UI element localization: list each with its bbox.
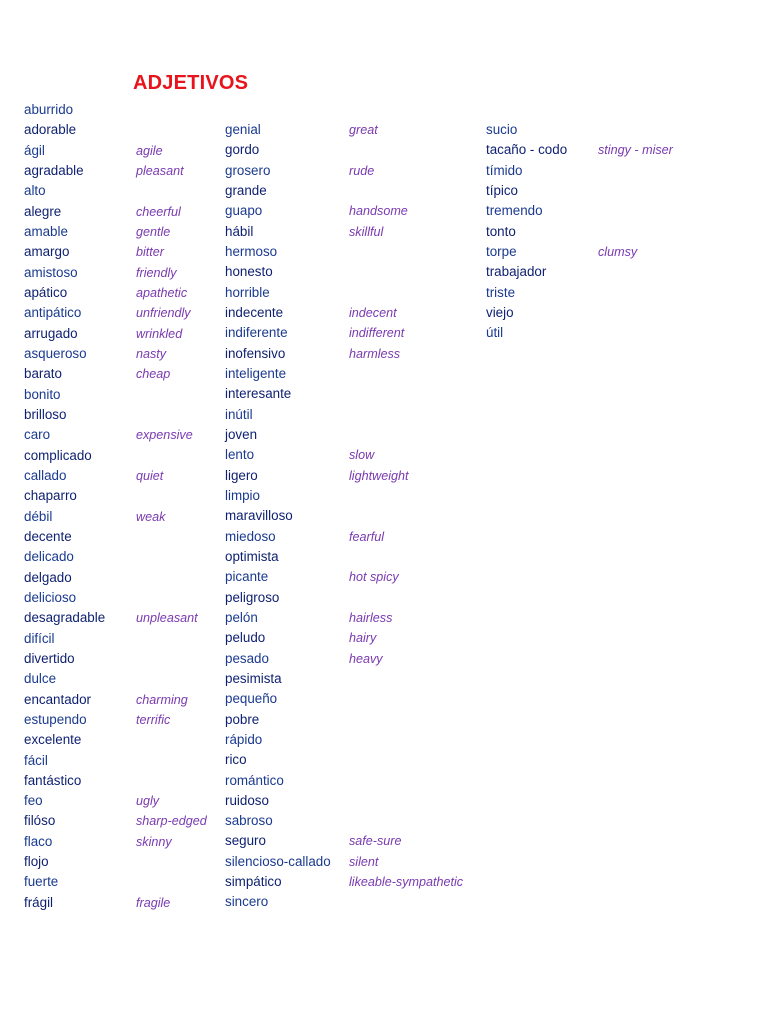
english-translation: quiet — [136, 468, 164, 483]
english-translation: hot spicy — [349, 570, 399, 585]
spanish-word: hermoso — [225, 243, 278, 259]
spanish-word: seguro — [225, 833, 266, 849]
spanish-word: triste — [486, 284, 516, 300]
english-translation: gentle — [136, 224, 171, 239]
english-column-2 — [349, 120, 463, 913]
spanish-word: estupendo — [24, 711, 87, 727]
spanish-word: adorable — [24, 122, 77, 138]
english-translation: hairy — [349, 631, 377, 646]
spanish-word: silencioso-callado — [225, 853, 331, 869]
english-translation: lightweight — [349, 468, 409, 483]
spanish-word: interesante — [225, 386, 292, 402]
english-translation — [349, 384, 463, 404]
spanish-column-1 — [24, 100, 105, 913]
english-translation: terrific — [136, 712, 171, 727]
english-translation — [136, 405, 207, 425]
english-translation — [349, 181, 463, 201]
english-translation — [598, 262, 673, 282]
english-translation — [136, 385, 207, 405]
spanish-column-3 — [486, 120, 567, 344]
english-translation — [136, 527, 207, 547]
spanish-word: pequeño — [225, 691, 278, 707]
spanish-word: brilloso — [24, 406, 67, 422]
english-translation — [598, 222, 673, 242]
english-translation — [136, 730, 207, 750]
spanish-word: apático — [24, 284, 68, 300]
english-column-1 — [136, 100, 207, 913]
english-translation — [136, 486, 207, 506]
english-translation — [349, 771, 463, 791]
english-translation: friendly — [136, 265, 177, 280]
english-translation — [349, 364, 463, 384]
english-translation: nasty — [136, 346, 167, 361]
spanish-word: tremendo — [486, 203, 543, 219]
spanish-word: fuerte — [24, 874, 59, 890]
spanish-column-2 — [225, 120, 331, 913]
english-translation — [349, 405, 463, 425]
english-translation: handsome — [349, 204, 408, 219]
english-translation: safe-sure — [349, 834, 402, 849]
english-translation: stingy - miser — [598, 143, 673, 158]
spanish-word: excelente — [24, 732, 82, 748]
english-translation: likeable-sympathetic — [349, 875, 464, 890]
english-translation: pleasant — [136, 163, 184, 178]
english-translation — [349, 262, 463, 282]
english-translation — [349, 242, 463, 262]
english-translation: fragile — [136, 895, 171, 910]
spanish-word: guapo — [225, 203, 263, 219]
spanish-word: pesado — [225, 650, 269, 666]
spanish-word: difícil — [24, 630, 55, 646]
english-translation — [598, 120, 673, 140]
spanish-word: aburrido — [24, 102, 74, 117]
english-translation: expensive — [136, 428, 193, 443]
spanish-word: romántico — [225, 772, 284, 788]
spanish-word: joven — [225, 426, 258, 442]
spanish-word: amable — [24, 223, 68, 239]
spanish-word: tacaño - codo — [486, 142, 568, 158]
english-translation: skinny — [136, 834, 172, 849]
english-translation: charming — [136, 692, 188, 707]
english-translation: heavy — [349, 651, 383, 666]
spanish-word: lento — [225, 447, 255, 463]
english-translation — [349, 811, 463, 831]
spanish-word: maravilloso — [225, 508, 293, 524]
spanish-word: pobre — [225, 711, 260, 727]
english-translation — [349, 283, 463, 303]
page-title: ADJETIVOS — [133, 72, 249, 94]
spanish-word: miedoso — [225, 528, 276, 544]
spanish-word: grande — [225, 182, 267, 198]
spanish-word: picante — [225, 569, 269, 585]
spanish-word: fácil — [24, 752, 48, 768]
english-translation: slow — [349, 448, 375, 463]
spanish-word: trabajador — [486, 264, 547, 280]
english-translation — [136, 852, 207, 872]
spanish-word: rico — [225, 752, 247, 768]
spanish-word: tonto — [486, 223, 516, 239]
english-translation: wrinkled — [136, 326, 183, 341]
spanish-word: flaco — [24, 833, 53, 849]
english-translation — [136, 669, 207, 689]
spanish-word: gordo — [225, 142, 260, 158]
english-translation — [349, 791, 463, 811]
english-translation — [598, 283, 673, 303]
spanish-word: tímido — [486, 162, 523, 178]
spanish-word: ligero — [225, 467, 258, 483]
english-translation — [349, 730, 463, 750]
spanish-word: inútil — [225, 406, 253, 422]
english-translation — [136, 872, 207, 892]
spanish-word: delicioso — [24, 589, 77, 605]
spanish-word: sincero — [225, 894, 269, 910]
english-translation — [349, 750, 463, 770]
english-translation: bitter — [136, 245, 164, 260]
english-translation — [136, 629, 207, 649]
english-translation: harmless — [349, 346, 401, 361]
english-translation — [349, 140, 463, 160]
spanish-word: filóso — [24, 813, 56, 829]
spanish-word: amistoso — [24, 264, 78, 280]
english-translation — [349, 506, 463, 526]
spanish-word: delgado — [24, 569, 72, 585]
english-translation — [349, 588, 463, 608]
spanish-word: arrugado — [24, 325, 78, 341]
spanish-word: feo — [24, 793, 43, 809]
english-translation — [349, 547, 463, 567]
english-translation — [136, 446, 207, 466]
spanish-word: callado — [24, 467, 67, 483]
english-translation: agile — [136, 143, 163, 158]
spanish-word: rápido — [225, 731, 263, 747]
spanish-word: ágil — [24, 142, 45, 158]
spanish-word: simpático — [225, 874, 282, 890]
english-translation: cheerful — [136, 204, 181, 219]
english-translation — [136, 568, 207, 588]
spanish-word: desagradable — [24, 610, 106, 626]
english-translation — [349, 710, 463, 730]
english-translation — [349, 689, 463, 709]
spanish-word: chaparro — [24, 488, 77, 504]
spanish-word: divertido — [24, 650, 75, 666]
spanish-word: frágil — [24, 894, 54, 910]
english-translation: ugly — [136, 794, 160, 809]
spanish-word: sucio — [486, 122, 518, 137]
spanish-word: torpe — [486, 243, 517, 259]
english-translation: silent — [349, 854, 379, 869]
english-translation: fearful — [349, 529, 385, 544]
spanish-word: indiferente — [225, 325, 288, 341]
spanish-word: inteligente — [225, 365, 287, 381]
english-translation: sharp-edged — [136, 814, 207, 829]
spanish-word: indecente — [225, 304, 284, 320]
spanish-word: antipático — [24, 305, 82, 321]
spanish-word: barato — [24, 366, 62, 382]
spanish-word: pesimista — [225, 670, 282, 686]
english-translation — [598, 323, 673, 343]
spanish-word: decente — [24, 528, 72, 544]
spanish-word: alegre — [24, 203, 62, 219]
english-translation: rude — [349, 163, 375, 178]
english-translation: hairless — [349, 610, 393, 625]
spanish-word: pelón — [225, 609, 258, 625]
english-translation: great — [349, 123, 378, 137]
english-translation — [136, 100, 207, 120]
spanish-word: grosero — [225, 162, 271, 178]
spanish-word: limpio — [225, 487, 260, 503]
english-translation — [598, 181, 673, 201]
spanish-word: inofensivo — [225, 345, 286, 361]
spanish-word: alto — [24, 183, 46, 199]
english-translation: cheap — [136, 367, 171, 382]
spanish-word: útil — [486, 325, 504, 341]
english-translation — [349, 486, 463, 506]
spanish-word: hábil — [225, 223, 254, 239]
english-translation — [136, 771, 207, 791]
spanish-word: optimista — [225, 548, 279, 564]
english-translation: unpleasant — [136, 611, 198, 626]
spanish-word: complicado — [24, 447, 92, 463]
spanish-word: típico — [486, 182, 519, 198]
spanish-word: peludo — [225, 630, 266, 646]
spanish-word: honesto — [225, 264, 273, 280]
spanish-word: asqueroso — [24, 345, 87, 361]
english-translation: indifferent — [349, 326, 405, 341]
spanish-word: flojo — [24, 854, 49, 870]
spanish-word: sabroso — [225, 813, 273, 829]
english-translation — [136, 751, 207, 771]
english-translation: indecent — [349, 305, 397, 320]
english-translation: skillful — [349, 224, 384, 239]
english-translation — [349, 669, 463, 689]
spanish-word: bonito — [24, 386, 61, 402]
spanish-word: genial — [225, 122, 261, 137]
english-translation — [136, 120, 207, 140]
english-translation — [136, 181, 207, 201]
spanish-word: peligroso — [225, 589, 280, 605]
english-translation — [349, 425, 463, 445]
spanish-word: delicado — [24, 549, 74, 565]
english-translation — [598, 303, 673, 323]
english-translation: apathetic — [136, 285, 188, 300]
spanish-word: amargo — [24, 244, 70, 260]
spanish-word: ruidoso — [225, 792, 269, 808]
english-translation — [349, 892, 463, 912]
english-translation: weak — [136, 509, 166, 524]
spanish-word: agradable — [24, 162, 84, 178]
spanish-word: caro — [24, 427, 51, 443]
english-translation — [598, 161, 673, 181]
english-translation: unfriendly — [136, 306, 191, 321]
english-translation — [136, 547, 207, 567]
spanish-word: encantador — [24, 691, 92, 707]
english-column-3 — [598, 120, 673, 344]
english-translation — [598, 201, 673, 221]
spanish-word: viejo — [486, 304, 514, 320]
english-translation — [136, 588, 207, 608]
english-translation — [136, 649, 207, 669]
english-translation: clumsy — [598, 244, 638, 259]
spanish-word: dulce — [24, 671, 57, 687]
spanish-word: fantástico — [24, 772, 82, 788]
spanish-word: horrible — [225, 284, 270, 300]
spanish-word: débil — [24, 508, 53, 524]
